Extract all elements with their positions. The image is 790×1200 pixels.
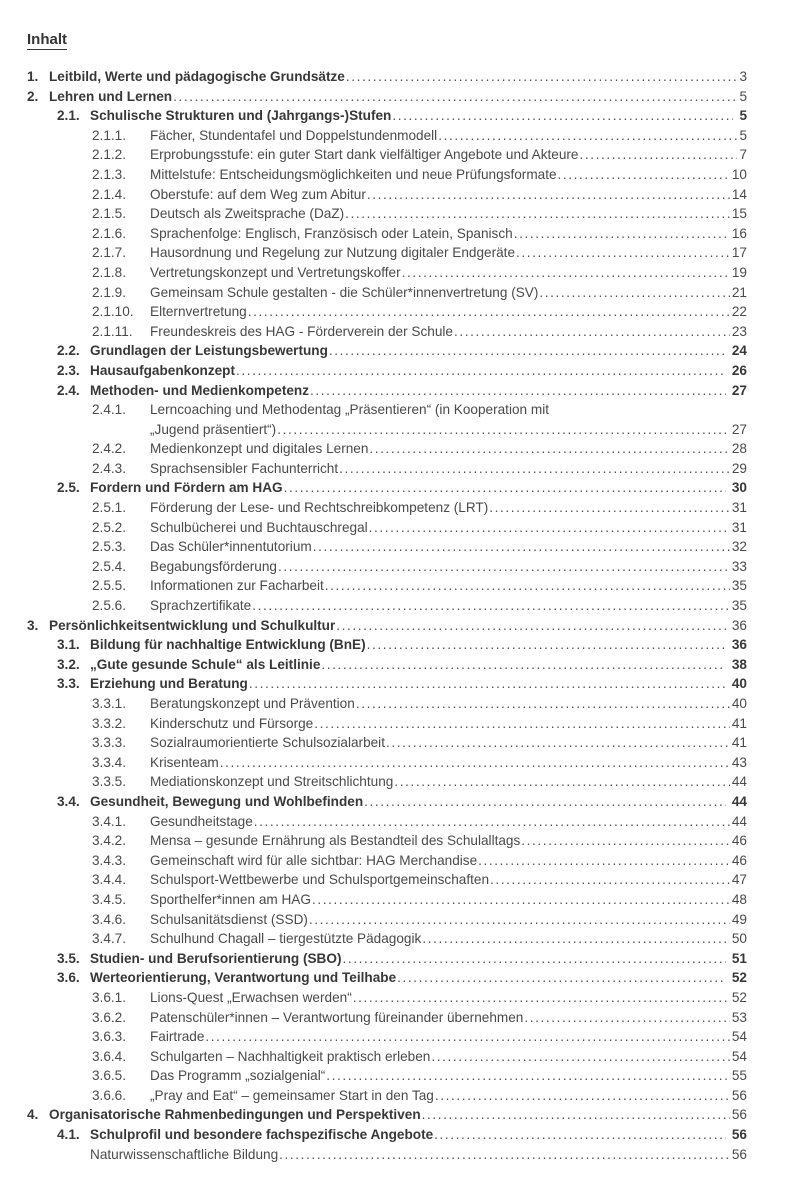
toc-entry-number: 3.6.1. — [92, 989, 127, 1005]
toc-entry-page: 44 — [731, 774, 747, 790]
toc-entry-title: „Gute gesunde Schule“ als Leitlinie — [90, 656, 321, 672]
toc-entry-title: Schulsanitätsdienst (SSD) — [150, 911, 308, 927]
toc-entry-title: Hausordnung und Regelung zur Nutzung digitaler Endgeräte — [150, 245, 516, 261]
toc-entry-number: 2.2. — [57, 343, 80, 359]
toc-entry-title: Fächer, Stundentafel und Doppelstundenmodell — [150, 127, 438, 143]
toc-entry-title: Fairtrade — [150, 1029, 205, 1045]
toc-entry-page: 53 — [731, 1009, 747, 1025]
dot-leader — [220, 753, 730, 773]
dot-leader — [438, 126, 737, 146]
toc-entry-page: 5 — [739, 88, 747, 104]
toc-entry[interactable] — [27, 498, 747, 518]
toc-entry[interactable] — [27, 812, 747, 832]
toc-entry[interactable] — [27, 635, 747, 655]
toc-entry[interactable] — [27, 381, 747, 401]
toc-entry-number: 3. — [27, 617, 39, 633]
dot-leader — [336, 616, 730, 636]
toc-entry[interactable] — [27, 420, 747, 440]
toc-entry-title: Leitbild, Werte und pädagogische Grundsätze — [49, 69, 345, 84]
toc-entry-number: 2.5.3. — [92, 539, 127, 555]
dot-leader — [356, 694, 730, 714]
toc-entry-page: 46 — [731, 852, 747, 868]
dot-leader — [435, 1086, 730, 1106]
toc-heading: Inhalt — [27, 31, 67, 48]
toc-entry-number: 3.4. — [57, 793, 80, 809]
toc-entry[interactable] — [27, 714, 747, 734]
toc-entry-page: 5 — [739, 108, 747, 124]
dot-leader — [369, 518, 730, 538]
dot-leader — [236, 361, 726, 381]
toc-entry[interactable] — [27, 145, 747, 165]
dot-leader — [310, 381, 726, 401]
toc-entry-number: 2.1.1. — [92, 127, 127, 143]
dot-leader — [329, 341, 726, 361]
dot-leader — [422, 929, 730, 949]
toc-entry-number: 2.1.9. — [92, 284, 127, 300]
toc-entry-title: Organisatorische Rahmenbedingungen und Perspektiven — [49, 1107, 421, 1123]
toc-entry-page: 49 — [731, 911, 747, 927]
toc-entry-page: 40 — [731, 676, 747, 692]
toc-entry-number: 3.6.2. — [92, 1009, 127, 1025]
toc-entry-number: 3.4.1. — [92, 813, 127, 829]
toc-entry-number: 3.2. — [57, 656, 80, 672]
toc-entry-title: Förderung der Lese- und Rechtschreibkompetenz (LRT) — [150, 500, 489, 516]
toc-entry-title: Das Schüler*innentutorium — [150, 539, 312, 555]
toc-entry-title: „Pray and Eat“ – gemeinsamer Start in den Tag — [150, 1087, 434, 1103]
toc-entry[interactable] — [27, 439, 747, 459]
dot-leader — [558, 165, 730, 185]
toc-entry-page: 27 — [731, 421, 747, 437]
toc-entry[interactable] — [27, 302, 747, 322]
dot-leader — [579, 145, 737, 165]
toc-entry-page: 46 — [731, 833, 747, 849]
toc-entry[interactable] — [27, 361, 747, 381]
toc-entry-title: Patenschüler*innen – Verantwortung füreinander übernehmen — [150, 1009, 524, 1025]
toc-entry[interactable] — [27, 1008, 747, 1028]
dot-leader — [392, 106, 733, 126]
toc-entry-number: 3.3.5. — [92, 774, 127, 790]
toc-entry-title: Gemeinschaft wird für alle sichtbar: HAG Merchandise — [150, 852, 478, 868]
toc-entry-number: 2. — [27, 88, 39, 104]
toc-entry-number: 2.1.11. — [92, 323, 133, 339]
toc-entry-number: 3.6.3. — [92, 1029, 127, 1045]
toc-entry[interactable] — [27, 224, 747, 244]
toc-entry-page: 23 — [731, 323, 747, 339]
toc-entry-page: 32 — [731, 539, 747, 555]
toc-entry-page: 10 — [731, 166, 747, 182]
toc-entry[interactable] — [27, 126, 747, 146]
toc-entry[interactable] — [27, 459, 747, 479]
toc-entry[interactable] — [27, 1047, 747, 1067]
toc-entry[interactable] — [27, 988, 747, 1008]
toc-entry-number: 3.4.3. — [92, 852, 127, 868]
toc-entry[interactable] — [27, 185, 747, 205]
toc-entry-number: 2.1.4. — [92, 186, 127, 202]
dot-leader — [367, 635, 726, 655]
toc-entry-page: 17 — [731, 245, 747, 261]
toc-entry-title: Sprachenfolge: Englisch, Französisch oder Latein, Spanisch — [150, 225, 513, 241]
toc-entry[interactable] — [27, 733, 747, 753]
toc-entry-page: 29 — [731, 460, 747, 476]
toc-entry-number: 2.1.8. — [92, 264, 127, 280]
toc-entry[interactable] — [27, 263, 747, 283]
toc-entry[interactable] — [27, 283, 747, 303]
dot-leader — [279, 1145, 730, 1165]
toc-entry-title: Schulprofil und besondere fachspezifische Angebote — [90, 1127, 434, 1143]
toc-entry-number: 3.6.5. — [92, 1068, 127, 1084]
toc-entry-page: 56 — [731, 1146, 747, 1162]
toc-entry-title: Schulbücherei und Buchtauschregal — [150, 519, 368, 535]
toc-entry[interactable] — [27, 851, 747, 871]
toc-entry-title: Grundlagen der Leistungsbewertung — [90, 343, 328, 359]
toc-entry-title: Lions-Quest „Erwachsen werden“ — [150, 989, 352, 1005]
dot-leader — [431, 1047, 730, 1067]
dot-leader — [521, 831, 730, 851]
toc-entry-number: 2.5.5. — [92, 578, 127, 594]
toc-entry-page: 48 — [731, 891, 747, 907]
dot-leader — [313, 537, 730, 557]
toc-entry-number: 2.5.4. — [92, 558, 127, 574]
toc-entry-page: 35 — [731, 578, 747, 594]
toc-entry-number: 3.6. — [57, 970, 80, 986]
toc-entry-title: Mensa – gesunde Ernährung als Bestandteil des Schulalltags — [150, 833, 521, 849]
toc-entry[interactable] — [27, 949, 747, 969]
dot-leader — [478, 851, 730, 871]
toc-entry-page: 15 — [731, 206, 747, 222]
dot-leader — [490, 870, 730, 890]
toc-entry-page: 3 — [739, 69, 747, 84]
toc-entry[interactable] — [27, 910, 747, 930]
toc-entry-title: Studien- und Berufsorientierung (SBO) — [90, 950, 342, 966]
toc-entry[interactable] — [27, 518, 747, 538]
toc-entry-page: 41 — [731, 735, 747, 751]
dot-leader — [342, 949, 725, 969]
toc-entry-page: 5 — [739, 127, 747, 143]
toc-entry-title: Bildung für nachhaltige Entwicklung (BnE) — [90, 637, 366, 653]
dot-leader — [422, 1105, 730, 1125]
toc-entry-page: 31 — [731, 500, 747, 516]
toc-entry-number: 2.5.6. — [92, 598, 127, 614]
dot-leader — [312, 890, 730, 910]
toc-entry[interactable] — [27, 929, 747, 949]
toc-entry-page: 44 — [731, 813, 747, 829]
toc-entry-title: Krisenteam — [150, 754, 219, 770]
toc-entry-title: Mediationskonzept und Streitschlichtung — [150, 774, 394, 790]
toc-entry-title: Freundeskreis des HAG - Förderverein der Schule — [150, 323, 453, 339]
toc-entry[interactable] — [27, 674, 747, 694]
toc-entry-title: Werteorientierung, Verantwortung und Teilhabe — [90, 970, 397, 986]
toc-entry-number: 3.5. — [57, 950, 80, 966]
toc-entry-title: Erprobungsstufe: ein guter Start dank vielfältiger Angebote und Akteure — [150, 147, 579, 163]
toc-entry-number: 2.5.2. — [92, 519, 127, 535]
dot-leader — [524, 1008, 730, 1028]
dot-leader — [364, 792, 726, 812]
dot-leader — [284, 478, 726, 498]
toc-entry-number: 2.1.7. — [92, 245, 127, 261]
toc-entry-title: Sprachzertifikate — [150, 598, 252, 614]
toc-entry[interactable] — [27, 792, 747, 812]
dot-leader — [386, 733, 730, 753]
toc-entry-title: Gemeinsam Schule gestalten - die Schüler*innenvertretung (SV) — [150, 284, 539, 300]
toc-entry-title: Kinderschutz und Fürsorge — [150, 715, 314, 731]
toc-entry[interactable] — [27, 204, 747, 224]
toc-entry-title: Methoden- und Medienkompetenz — [90, 382, 310, 398]
dot-leader — [254, 812, 730, 832]
dot-leader — [397, 968, 726, 988]
dot-leader — [346, 67, 738, 87]
toc-entry-title: Deutsch als Zweitsprache (DaZ) — [150, 206, 345, 222]
dot-leader — [249, 674, 726, 694]
toc-entry-page: 19 — [731, 264, 747, 280]
dot-leader — [369, 439, 729, 459]
toc-entry-number: 2.5. — [57, 480, 80, 496]
toc-entry[interactable] — [27, 831, 747, 851]
toc-entry-number: 2.1.3. — [92, 166, 127, 182]
toc-entry-number: 4.1. — [57, 1127, 80, 1143]
dot-leader — [539, 283, 729, 303]
toc-entry-number: 3.3.1. — [92, 696, 127, 711]
dot-leader — [252, 596, 730, 616]
toc-entry-title: Hausaufgabenkonzept — [90, 362, 236, 378]
toc-entry-page: 41 — [731, 715, 747, 731]
toc-entry-number: 1. — [27, 69, 39, 84]
dot-leader — [326, 1066, 730, 1086]
toc-entry-page: 35 — [731, 598, 747, 614]
toc-entry-number: 2.5.1. — [92, 500, 127, 516]
toc-entry-title: Gesundheitstage — [150, 813, 253, 829]
toc-entry-title: Sprachsensibler Fachunterricht — [150, 460, 339, 476]
toc-entry-page: 56 — [731, 1087, 747, 1103]
toc-entry-page: 47 — [731, 872, 747, 888]
toc-entry-title: Medienkonzept und digitales Lernen — [150, 441, 369, 457]
table-of-contents — [27, 67, 747, 1164]
toc-entry-number: 3.6.4. — [92, 1048, 127, 1064]
toc-entry[interactable] — [27, 1086, 747, 1106]
dot-leader — [277, 420, 730, 440]
toc-entry-title: Vertretungskonzept und Vertretungskoffer — [150, 264, 401, 280]
toc-entry-number: 3.3.3. — [92, 735, 127, 751]
toc-entry-title: Lehren und Lernen — [49, 88, 173, 104]
toc-entry-page: 54 — [731, 1029, 747, 1045]
toc-entry-page: 52 — [731, 989, 747, 1005]
toc-entry-number: 2.4. — [57, 382, 80, 398]
toc-entry-number: 2.4.1. — [92, 402, 127, 418]
toc-entry[interactable] — [27, 400, 747, 420]
dot-leader — [516, 243, 730, 263]
dot-leader — [321, 655, 725, 675]
toc-entry-title: Lerncoaching und Methodentag „Präsentieren“ (in Kooperation mit — [150, 402, 549, 418]
toc-entry-number: 3.3.4. — [92, 754, 127, 770]
toc-entry-page: 56 — [731, 1107, 747, 1123]
toc-entry-number: 4. — [27, 1107, 39, 1123]
toc-entry-page: 50 — [731, 931, 747, 947]
toc-entry-title: Schulgarten – Nachhaltigkeit praktisch erleben — [150, 1048, 431, 1064]
toc-entry-number: 2.1. — [57, 108, 80, 124]
dot-leader — [394, 772, 730, 792]
toc-entry-page: 36 — [731, 637, 747, 653]
toc-entry-page: 27 — [731, 382, 747, 398]
toc-entry-title: Elternvertretung — [150, 304, 247, 320]
toc-entry-page: 54 — [731, 1048, 747, 1064]
toc-entry[interactable] — [27, 243, 747, 263]
toc-entry-number: 3.6.6. — [92, 1087, 127, 1103]
toc-entry-title: Fordern und Fördern am HAG — [90, 480, 283, 496]
toc-entry-title: Schulische Strukturen und (Jahrgangs-)Stufen — [90, 108, 392, 124]
toc-entry-title: Gesundheit, Bewegung und Wohlbefinden — [90, 793, 364, 809]
toc-entry-title: Das Programm „sozialgenial“ — [150, 1068, 326, 1084]
toc-entry-page: 28 — [731, 441, 747, 457]
toc-entry-number: 3.1. — [57, 637, 80, 653]
toc-entry-title: Beratungskonzept und Prävention — [150, 696, 355, 711]
toc-entry[interactable] — [27, 106, 747, 126]
toc-entry-number: 3.3. — [57, 676, 80, 692]
dot-leader — [278, 557, 730, 577]
toc-entry-number: 3.4.5. — [92, 891, 127, 907]
toc-entry[interactable] — [27, 596, 747, 616]
toc-entry[interactable] — [27, 655, 747, 675]
dot-leader — [309, 910, 730, 930]
dot-leader — [339, 459, 730, 479]
toc-entry-page: 26 — [731, 362, 747, 378]
toc-entry-page: 14 — [731, 186, 747, 202]
toc-entry[interactable] — [27, 1125, 747, 1145]
toc-entry-number: 3.4.7. — [92, 931, 127, 947]
toc-entry-title: Erziehung und Beratung — [90, 676, 248, 692]
toc-entry[interactable] — [27, 478, 747, 498]
toc-entry-number: 2.1.5. — [92, 206, 127, 222]
dot-leader — [454, 322, 730, 342]
toc-entry-number: 2.1.10. — [92, 304, 134, 320]
toc-entry-page: 38 — [731, 656, 747, 672]
toc-entry[interactable] — [27, 772, 747, 792]
dot-leader — [205, 1027, 729, 1047]
toc-entry-title: Persönlichkeitsentwicklung und Schulkultur — [49, 617, 336, 633]
dot-leader — [367, 185, 730, 205]
toc-entry[interactable] — [27, 322, 747, 342]
toc-entry[interactable] — [27, 1105, 747, 1125]
toc-entry-title: Begabungsförderung — [150, 558, 277, 574]
toc-entry-page: 24 — [731, 343, 747, 359]
toc-entry-page: 31 — [731, 519, 747, 535]
toc-entry-number: 3.4.4. — [92, 872, 127, 888]
toc-entry[interactable] — [27, 1066, 747, 1086]
toc-entry-title: Sporthelfer*innen am HAG — [150, 891, 311, 907]
toc-entry-page: 43 — [731, 754, 747, 770]
toc-entry[interactable] — [27, 1145, 747, 1165]
toc-entry[interactable] — [27, 87, 747, 107]
toc-entry[interactable] — [27, 576, 747, 596]
toc-entry-page: 55 — [731, 1068, 747, 1084]
dot-leader — [353, 988, 730, 1008]
toc-entry-number: 2.1.6. — [92, 225, 127, 241]
toc-entry[interactable] — [27, 165, 747, 185]
toc-entry[interactable] — [27, 968, 747, 988]
toc-entry-page: 56 — [731, 1127, 747, 1143]
toc-entry-page: 51 — [731, 950, 747, 966]
dot-leader — [434, 1125, 726, 1145]
toc-entry[interactable] — [27, 890, 747, 910]
dot-leader — [345, 204, 730, 224]
toc-entry[interactable] — [27, 67, 747, 87]
toc-entry-title: Sozialraumorientierte Schulsozialarbeit — [150, 735, 385, 751]
toc-entry-page: 16 — [731, 225, 747, 241]
dot-leader — [173, 87, 737, 107]
toc-entry[interactable] — [27, 557, 747, 577]
toc-entry-title: Mittelstufe: Entscheidungsmöglichkeiten und neue Prüfungsformate — [150, 166, 557, 182]
dot-leader — [489, 498, 730, 518]
toc-entry[interactable] — [27, 753, 747, 773]
toc-entry-number: 2.4.3. — [92, 460, 127, 476]
toc-entry-page: 22 — [731, 304, 747, 320]
toc-entry-page: 52 — [731, 970, 747, 986]
dot-leader — [314, 714, 730, 734]
toc-entry[interactable] — [27, 694, 747, 714]
toc-entry-page: 40 — [731, 696, 747, 711]
toc-entry-number: 3.3.2. — [92, 715, 127, 731]
dot-leader — [514, 224, 730, 244]
toc-entry-page: 7 — [739, 147, 747, 163]
toc-entry[interactable] — [27, 1027, 747, 1047]
toc-entry[interactable] — [27, 537, 747, 557]
toc-entry-number: 3.4.6. — [92, 911, 127, 927]
toc-entry-title: Schulsport-Wettbewerbe und Schulsportgemeinschaften — [150, 872, 490, 888]
toc-entry-number: 3.4.2. — [92, 833, 127, 849]
toc-entry-page: 44 — [731, 793, 747, 809]
toc-entry-number: 2.1.2. — [92, 147, 127, 163]
toc-entry-title: Oberstufe: auf dem Weg zum Abitur — [150, 186, 366, 202]
toc-entry-page: 21 — [731, 284, 747, 300]
toc-entry-number: 2.3. — [57, 362, 80, 378]
dot-leader — [402, 263, 730, 283]
toc-entry-title: „Jugend präsentiert“) — [150, 421, 277, 437]
toc-entry-number: 2.4.2. — [92, 441, 127, 457]
toc-entry[interactable] — [27, 616, 747, 636]
dot-leader — [248, 302, 730, 322]
toc-entry-page: 30 — [731, 480, 747, 496]
toc-entry-title: Informationen zur Facharbeit — [150, 578, 324, 594]
toc-entry[interactable] — [27, 341, 747, 361]
toc-entry[interactable] — [27, 870, 747, 890]
toc-entry-title: Schulhund Chagall – tiergestützte Pädagogik — [150, 931, 422, 947]
toc-entry-page: 33 — [731, 558, 747, 574]
toc-entry-page: 36 — [731, 617, 747, 633]
dot-leader — [325, 576, 730, 596]
toc-entry-title: Naturwissenschaftliche Bildung — [90, 1146, 279, 1162]
